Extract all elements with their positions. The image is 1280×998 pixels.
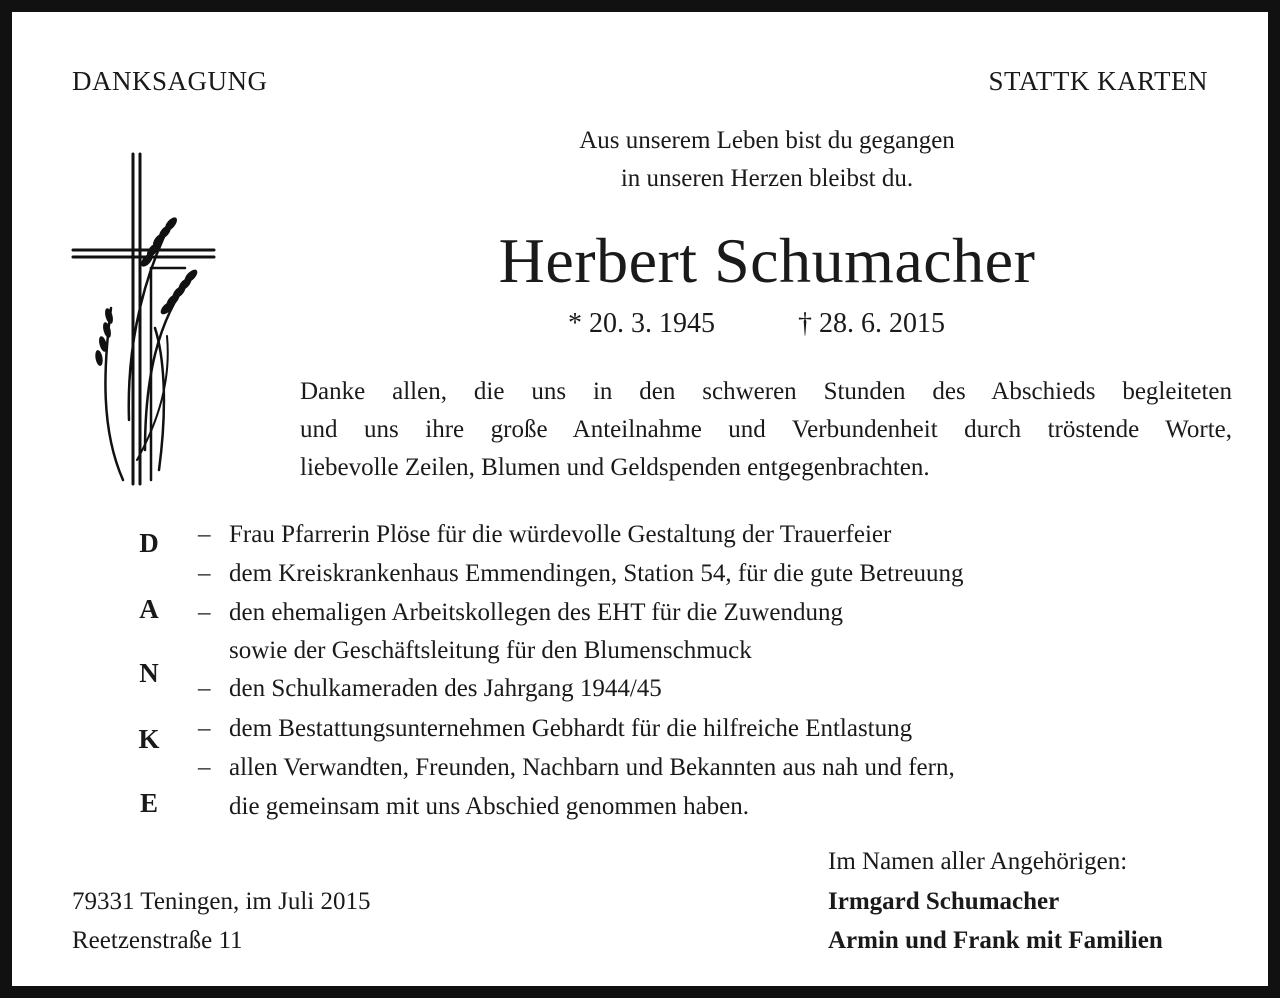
list-item: sowie der Geschäftsleitung für den Blumenschmuck — [229, 637, 752, 664]
signature-name-1: Irmgard Schumacher — [828, 888, 1060, 915]
birth-date: * 20. 3. 1945 — [568, 308, 715, 339]
list-item: allen Verwandten, Freunden, Nachbarn und Bekannten aus nah und fern, — [229, 754, 955, 781]
list-dash: – — [198, 599, 211, 626]
list-item: den Schulkameraden des Jahrgang 1944/45 — [229, 675, 662, 702]
list-dash: – — [198, 754, 211, 781]
danke-letter-d: D — [139, 528, 159, 558]
thanks-line: Danke allen, die uns in den schweren Stunden des Abschieds begleiteten — [300, 378, 1232, 405]
signature-intro: Im Namen aller Angehörigen: — [828, 848, 1128, 875]
signature-name-2: Armin und Frank mit Familien — [828, 927, 1163, 954]
danke-letter-e: E — [139, 788, 158, 818]
deceased-name: Herbert Schumacher — [498, 225, 1036, 296]
list-dash: – — [198, 675, 211, 702]
list-dash: – — [198, 560, 211, 587]
danke-letter-n: N — [139, 658, 159, 688]
list-item: dem Bestattungsunternehmen Gebhardt für die hilfreiche Entlastung — [229, 715, 913, 742]
thanks-paragraph — [300, 373, 1232, 487]
verse-line-2: in unseren Herzen bleibst du. — [620, 165, 914, 192]
danke-letter-a: A — [139, 594, 159, 624]
list-item: dem Kreiskrankenhaus Emmendingen, Station 54, für die gute Betreuung — [229, 560, 964, 587]
header-stattk-karten: STATTK KARTEN — [988, 66, 1208, 96]
death-date: † 28. 6. 2015 — [798, 308, 945, 339]
cross-with-wheat-icon — [67, 150, 222, 490]
verse-line-1: Aus unserem Leben bist du gegangen — [579, 127, 955, 154]
danke-letter-k: K — [138, 724, 160, 754]
thanks-line: liebevolle Zeilen, Blumen und Geldspenden entgegenbrachten. — [300, 454, 930, 481]
thanks-line: und uns ihre große Anteilnahme und Verbundenheit durch tröstende Worte, — [300, 416, 1232, 443]
address-street: Reetzenstraße 11 — [72, 927, 243, 954]
list-item: die gemeinsam mit uns Abschied genommen haben. — [229, 793, 750, 820]
address-place-date: 79331 Teningen, im Juli 2015 — [72, 888, 371, 915]
list-item: den ehemaligen Arbeitskollegen des EHT für die Zuwendung — [229, 599, 843, 626]
list-item: Frau Pfarrerin Plöse für die würdevolle Gestaltung der Trauerfeier — [229, 521, 892, 548]
header-danksagung: DANKSAGUNG — [72, 66, 268, 96]
list-dash: – — [198, 715, 211, 742]
list-dash: – — [198, 521, 211, 548]
